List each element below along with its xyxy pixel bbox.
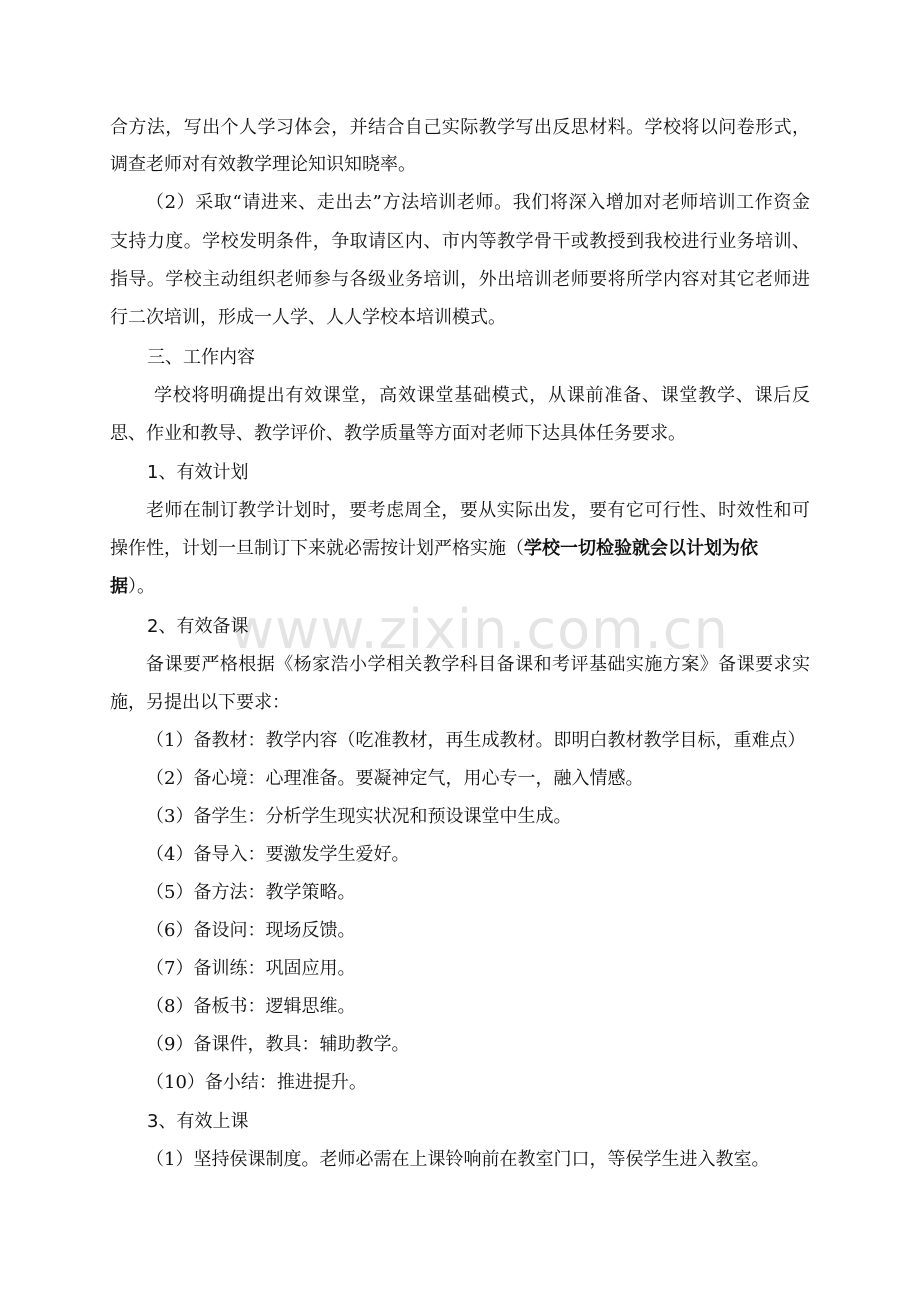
paragraph-4-line-2 [110,537,810,561]
section-3-heading: 三、工作内容 [147,347,255,368]
item-3-heading: 3、有效上课 [147,1111,249,1132]
prep-item: （7）备训练：巩固应用。 [146,958,356,979]
paragraph-4-line-2-bold: 学校一切检验就会以计划为依 [524,538,758,559]
item-1-heading: 1、有效计划 [147,462,249,483]
paragraph-3-line-1: 学校将明确提出有效课堂，高效课堂基础模式，从课前准备、课堂教学、课后反 [154,385,810,406]
prep-item: （10）备小结：推进提升。 [146,1072,367,1093]
prep-item: （4）备导入：要激发学生爱好。 [146,844,410,865]
paragraph-2-line-1: （2）采取“请进来、走出去”方法培训老师。我们将深入增加对老师培训工作资金 [146,192,810,213]
prep-item: （6）备设问：现场反馈。 [146,920,356,941]
paragraph-6-line-1: （1）坚持侯课制度。老师必需在上课铃响前在教室门口，等侯学生进入教室。 [146,1149,770,1170]
paragraph-4-line-1: 老师在制订教学计划时，要考虑周全，要从实际出发，要有它可行性、时效性和可 [146,500,810,521]
prep-item: （3）备学生：分析学生现实状况和预设课堂中生成。 [146,806,572,827]
paragraph-2-line-3: 指导。学校主动组织老师参与各级业务培训，外出培训老师要将所学内容对其它老师进 [110,269,810,290]
paragraph-5-line-2: 施，另提出以下要求： [110,692,290,713]
paragraph-4-line-2-normal: 操作性，计划一旦制订下来就必需按计划严格实施（ [110,538,524,559]
paragraph-1-line-2: 调查老师对有效教学理论知识知晓率。 [110,154,416,175]
prep-item: （2）备心境：心理准备。要凝神定气，用心专一，融入情感。 [146,768,644,789]
paragraph-1-line-1: 合方法，写出个人学习体会，并结合自己实际教学写出反思材料。学校将以问卷形式， [110,117,810,138]
paragraph-2-line-2: 支持力度。学校发明条件，争取请区内、市内等教学骨干或教授到我校进行业务培训、 [110,231,810,252]
paragraph-5-line-1: 备课要严格根据《杨家浩小学相关教学科目备课和考评基础实施方案》备课要求实 [146,654,810,675]
paragraph-4-line-3 [110,575,810,599]
paragraph-3-line-2: 思、作业和教导、教学评价、教学质量等方面对老师下达具体任务要求。 [110,423,686,444]
prep-item: （1）备教材：教学内容（吃准教材，再生成教材。即明白教材教学目标，重难点） [146,730,806,751]
paragraph-4-line-3-normal: ）。 [128,576,155,597]
watermark: www.zixin.com.cn [230,598,729,661]
prep-item: （5）备方法：教学策略。 [146,882,356,903]
item-2-heading: 2、有效备课 [147,616,249,637]
paragraph-4-line-3-bold: 据 [110,576,128,597]
prep-item: （8）备板书：逻辑思维。 [146,996,356,1017]
paragraph-2-line-4: 行二次培训，形成一人学、人人学校本培训模式。 [110,307,506,328]
prep-item: （9）备课件，教具：辅助教学。 [146,1034,410,1055]
